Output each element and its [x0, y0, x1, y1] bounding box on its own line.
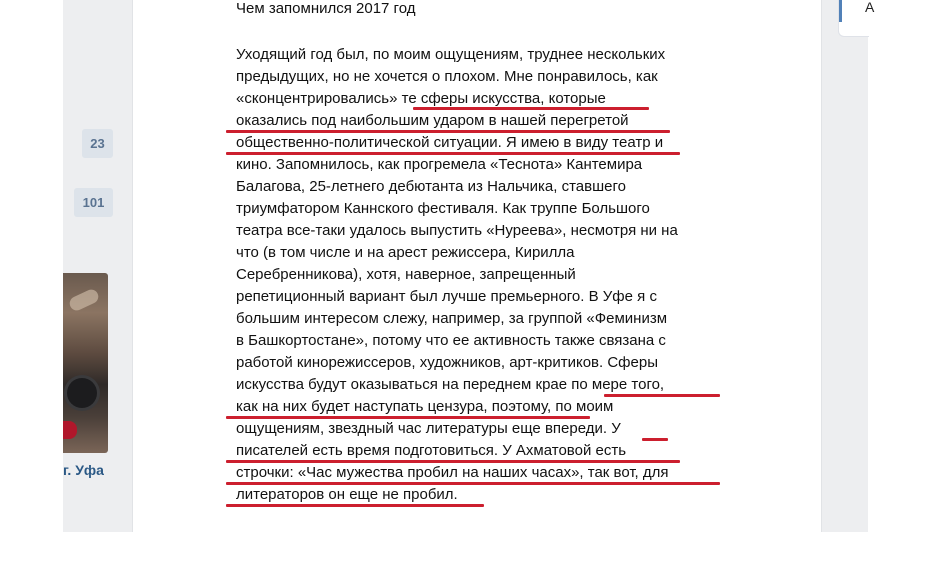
- post-line: что (в том числе и на арест режиссера, Кирилла: [236, 244, 575, 261]
- post-line: Уходящий год был, по моим ощущениям, труднее нескольких: [236, 46, 666, 63]
- highlight-underline: [413, 107, 649, 110]
- post-line: «сконцентрировались» те сферы искусства, которые: [236, 90, 606, 107]
- post-line: репетиционный вариант был лучше премьерного. В Уфе я с: [236, 288, 657, 305]
- post-line: литераторов он еще не пробил.: [236, 486, 458, 503]
- highlight-underline: [604, 394, 720, 397]
- post-line: оказались под наибольшим ударом в нашей перегретой: [236, 112, 629, 129]
- post-line: писателей есть время подготовиться. У Ахматовой есть: [236, 442, 627, 459]
- highlight-underline: [642, 438, 668, 441]
- red-object-shape: [63, 421, 77, 439]
- right-card-label: А: [865, 0, 875, 15]
- post-line: общественно-политической ситуации. Я имею в виду театр и: [236, 134, 664, 151]
- post-line: искусства будут оказываться на переднем крае по мере того,: [236, 376, 665, 393]
- post-line: Балагова, 25-летнего дебютанта из Нальчика, ставшего: [236, 178, 626, 195]
- active-accent-bar: [839, 0, 842, 22]
- highlight-underline: [226, 152, 680, 155]
- post-line: как на них будет наступать цензура, поэтому, по моим: [236, 398, 614, 415]
- community-thumbnail-image[interactable]: [63, 273, 108, 453]
- post-line: предыдущих, но не хочется о плохом. Мне понравилось, как: [236, 68, 658, 85]
- post-line: строчки: «Час мужества пробил на наших часах», так вот, для: [236, 464, 669, 481]
- post-title: Чем запомнился 2017 год: [236, 0, 416, 17]
- post-line: ощущениям, звездный час литературы еще впереди. У: [236, 420, 621, 437]
- post-line: театра все-таки удалось выпустить «Нуреева», несмотря ни на: [236, 222, 678, 239]
- right-sidebar-card[interactable]: [838, 0, 875, 37]
- post-line: работой кинорежиссеров, художников, арт-критиков. Сферы: [236, 354, 658, 371]
- count-badge[interactable]: 101: [74, 188, 113, 217]
- right-sidebar: [822, 0, 868, 532]
- count-badge[interactable]: 23: [82, 129, 113, 158]
- post-line: кино. Запомнилось, как прогремела «Теснота» Кантемира: [236, 156, 643, 173]
- highlight-underline: [226, 482, 720, 485]
- post-body: [236, 44, 678, 506]
- post-line: триумфатором Каннского фестиваля. Как труппе Большого: [236, 200, 650, 217]
- post-line: в Башкортостане», потому что ее активность также связана с: [236, 332, 666, 349]
- highlight-underline: [226, 460, 680, 463]
- post-line: Серебренникова), хотя, наверное, запрещенный: [236, 266, 576, 283]
- rolling-pin-shape: [67, 287, 100, 312]
- highlight-underline: [226, 130, 670, 133]
- pan-shape: [67, 378, 97, 408]
- highlight-underline: [226, 504, 484, 507]
- post-line: большим интересом слежу, например, за группой «Феминизм: [236, 310, 668, 327]
- community-location-link[interactable]: г. Уфа: [63, 462, 104, 478]
- highlight-underline: [226, 416, 590, 419]
